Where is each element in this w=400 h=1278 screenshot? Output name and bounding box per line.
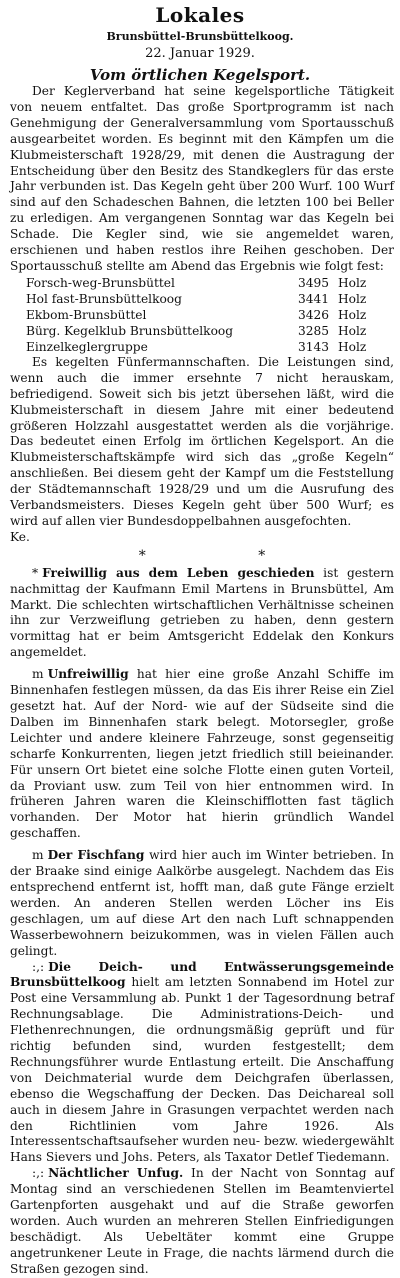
item-marker: :,:: [32, 1166, 45, 1181]
result-row: [26, 307, 394, 323]
result-row: [26, 291, 394, 307]
result-points: 3426: [298, 307, 330, 322]
result-points: 3441: [298, 291, 330, 306]
article-paragraph: Der Keglerverband hat seine kegelsportliche Tätigkeit von neuem entfaltet. Das große Sportprogramm ist nach Genehmigung der Generalversammlung vom Sportausschuß ausgearbeitet worden. Es beginnt mit den Kämpfen um die Klubmeisterschaft 1928/29, mit denen die Austragung der Entscheidung über den Besitz des Standkeglers für das erste Jahr verbunden ist. Das Kegeln geht über 200 Wurf. 100 Wurf sind auf den Schadeschen Bahnen, die letzten 100 bei Beller zu erledigen. Am vergangenen Sonntag war das Kegeln bei Schade. Die Kegler sind, wie sie angemeldet waren, erschienen und haben restlos ihre Reihen geschoben. Der Sportausschuß stellte am Abend das Ergebnis wie folgt fest:: [10, 84, 394, 273]
section-title: Lokales: [155, 3, 245, 27]
result-points: 3143: [298, 339, 330, 354]
article-body: [0, 84, 400, 1278]
article-headline: Vom örtlichen Kegelsport.: [89, 66, 311, 84]
item-marker: m: [32, 667, 44, 682]
result-unit: Holz: [338, 339, 367, 354]
section-divider: * *: [138, 547, 320, 564]
article-author: Ke.: [10, 529, 30, 544]
result-club: Ekbom-Brunsbüttel: [26, 307, 147, 322]
result-points: 3285: [298, 323, 330, 338]
news-item: [10, 960, 394, 1167]
item-body: hat hier eine große Anzahl Schiffe im Binnenhafen festlegen müssen, da das Eis ihrer Reise ein Ziel gesetzt hat. Auf der Nord- wie auf der Südseite sind die Dalben im Binnenhafen stark belegt. Motorsegler, große Leichter und andere kleinere Fahrzeuge, sonst gegenseitig scharfe Konkurrenten, liegen jetzt friedlich still beieinander. Für unsern Ort bietet eine solche Flotte einen guten Vorteil, da Proviant usw. zum Teil von hier entnommen wird. In früheren Jahren waren die Kleinschifflotten fast täglich vorhanden. Der Motor hat hierin gründlich Wandel geschaffen.: [10, 667, 394, 841]
article-paragraph: Es kegelten Fünfermannschaften. Die Leistungen sind, wenn auch die immer ersehnte 7 nicht herauskam, befriedigend. Soweit sich bis jetzt übersehen läßt, wird die Klubmeisterschaft in diesem Jahre mit einer bedeutend größeren Holzzahl ausgestattet werden als die vorjährige. Das bedeutet einen Erfolg im örtlichen Kegelsport. An die Klubmeisterschaftskämpfe wird sich das „große Kegeln“ anschließen. Bei diesem geht der Kampf um die Feststellung der Städtemannschaft 1928/29 und um die Ausrufung des Verbandsmeisters. Dieses Kegeln geht über 500 Wurf; es wird auf allen vier Bundesdoppelbahnen ausgefochten.: [10, 354, 394, 528]
result-unit: Holz: [338, 275, 367, 290]
item-lead: Die Deich- und Entwässerungsgemeinde Brunsbüttelkoog: [10, 959, 394, 990]
item-lead: Freiwillig aus dem Leben geschieden: [42, 565, 315, 580]
section-header: [0, 4, 400, 61]
result-unit: Holz: [338, 323, 367, 338]
news-item: [10, 848, 394, 959]
item-marker: m: [32, 848, 44, 863]
result-row: [26, 275, 394, 291]
news-item: [10, 667, 394, 842]
result-points: 3495: [298, 275, 330, 290]
item-marker: :,:: [32, 959, 45, 974]
result-unit: Holz: [338, 291, 367, 306]
item-body: wird hier auch im Winter betrieben. In der Braake sind einige Aalkörbe ausgelegt. Nachdem das Eis entsprechend entfernt ist, hofft man, daß gute Fänge erzielt werden. An anderen Stellen werden Löcher ins Eis geschlagen, um auf diese Art den nach Luft schnappenden Wasserbewohnern beizukommen, was in vielen Fällen auch gelingt.: [10, 848, 395, 958]
item-lead: Nächtlicher Unfug.: [48, 1166, 184, 1181]
result-unit: Holz: [338, 307, 367, 322]
item-body: ist gestern nachmittag der Kaufmann Emil Martens in Brunsbüttel, Am Markt. Die schlechten wirtschaftlichen Verhältnisse scheinen ihn zur Verzweiflung getrieben zu haben, denn gestern vormittag hat er beim Amtsgericht Eddelak den Konkurs angemeldet.: [10, 565, 394, 660]
result-club: Forsch-weg-Brunsbüttel: [26, 275, 175, 290]
section-subtitle: Brunsbüttel-Brunsbüttelkoog.: [106, 30, 294, 43]
result-club: Einzelkeglergruppe: [26, 339, 148, 354]
item-body: hielt am letzten Sonnabend im Hotel zur Post eine Versammlung ab. Punkt 1 der Tagesordnung betraf Rechnungsablage. Die Administrations-Deich- und Flethenrechnungen, die ordnungsmäßig geprüft und für richtig befunden sind, wurden festgestellt; dem Rechnungsführer wurde Entlastung erteilt. Die Anschaffung von Deichmaterial wurde dem Deichgrafen überlassen, ebenso die Wegschaffung der Decken. Das Deichareal soll auch in diesem Jahre in Grasungen verpachtet werden nach den Richtlinien vom Jahre 1926. Als Interessentschaftsaufseher wurden neu- bezw. wiedergewählt Hans Sievers und Johs. Peters, als Taxator Detlef Tiedemann.: [10, 975, 394, 1165]
results-table: [10, 275, 394, 355]
item-lead: Der Fischfang: [47, 848, 145, 863]
result-club: Bürg. Kegelklub Brunsbüttelkoog: [26, 323, 234, 338]
item-marker: *: [32, 565, 39, 580]
news-item: [10, 566, 394, 661]
result-row: [26, 323, 394, 339]
item-body: In der Nacht von Sonntag auf Montag sind an verschiedenen Stellen im Beamtenviertel Gartenpforten ausgehakt und auf die Straße geworfen worden. Auch wurden an mehreren Stellen Einfriedigungen beschädigt. Als Uebeltäter kommt eine Gruppe angetrunkener Leute in Frage, die nachts lärmend durch die Straßen gezogen sind.: [10, 1166, 394, 1276]
item-lead: Unfreiwillig: [47, 667, 129, 682]
section-date: 22. Januar 1929.: [145, 46, 255, 61]
result-row: [26, 339, 394, 355]
result-club: Hol fast-Brunsbüttelkoog: [26, 291, 182, 306]
